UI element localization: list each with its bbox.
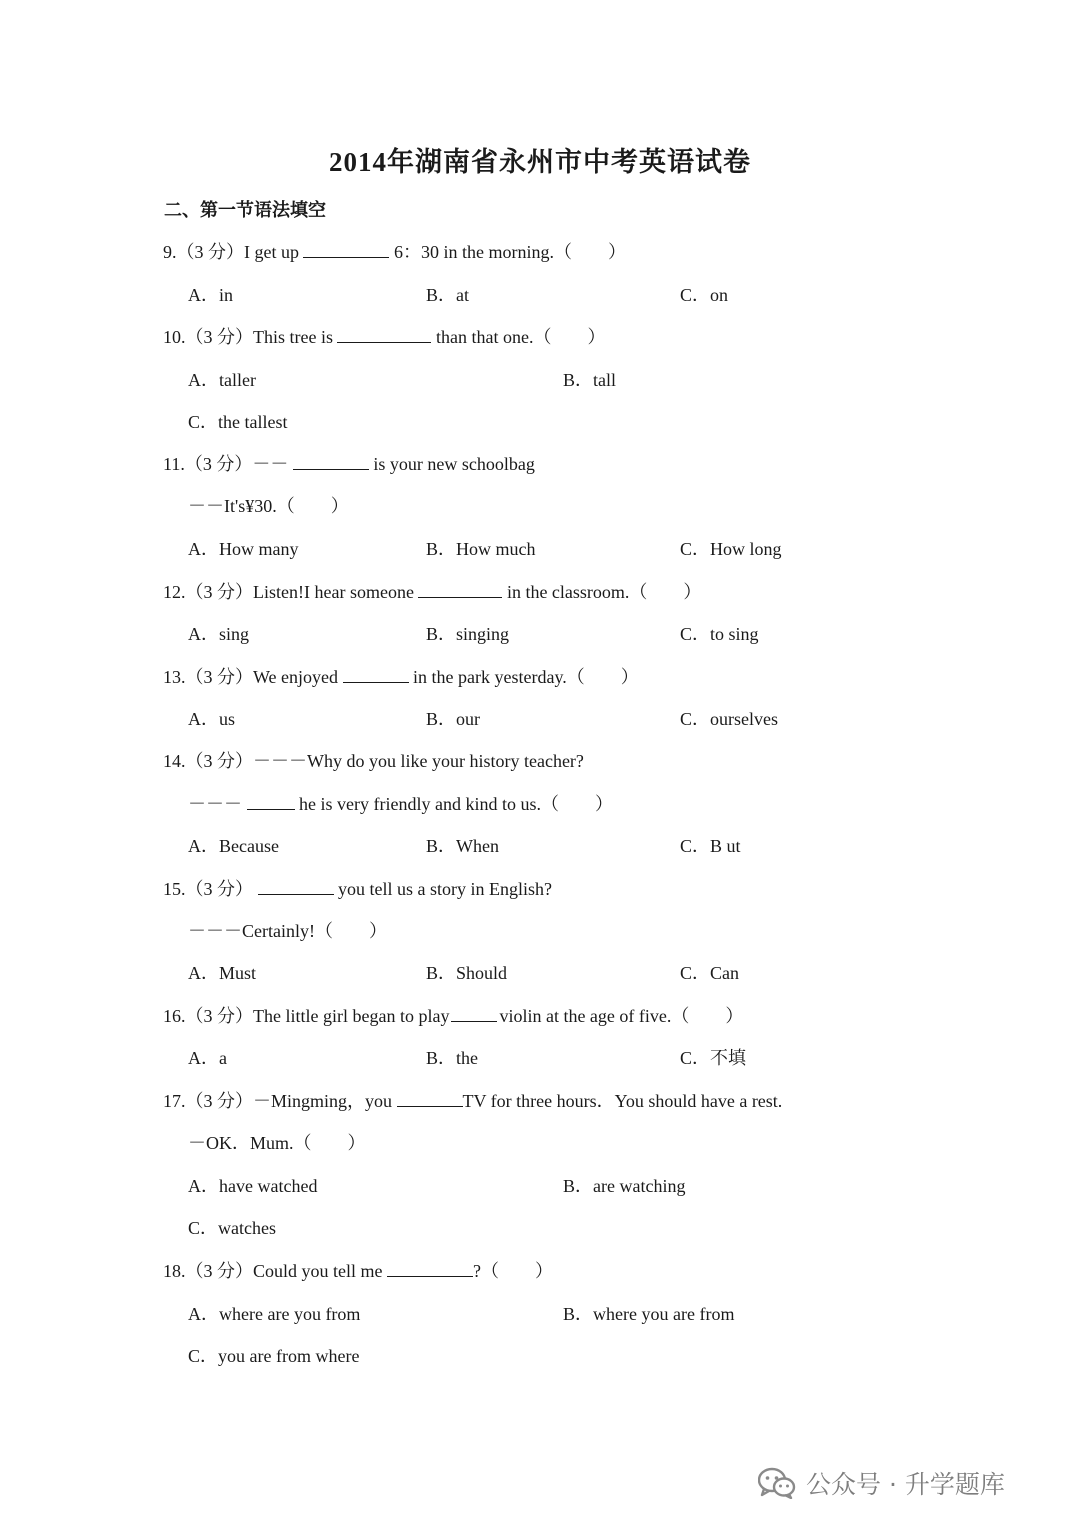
watermark-text: 公众号 · 升学题库 [806, 1470, 1005, 1499]
question-14-reply-tail: he is very friendly and kind to us.（ ） [299, 794, 613, 814]
exam-title: 2014年湖南省永州市中考英语试卷 [329, 147, 751, 177]
q16-option-b: B．the [426, 1048, 478, 1068]
answer-blank [258, 878, 334, 895]
question-14: 14.（3 分）－－－Why do you like your history teacher? [163, 751, 584, 771]
q13-option-a: A．us [188, 709, 236, 729]
question-11-stem: 11.（3 分）－－ [163, 454, 289, 474]
q17-option-a: A．have watched [188, 1176, 318, 1196]
dash-prefix: －－－ [188, 794, 242, 814]
q11-option-c: C．How long [680, 539, 782, 559]
answer-blank [247, 793, 295, 810]
q9-option-b: B．at [426, 285, 469, 305]
q18-option-b: B．where you are from [563, 1304, 735, 1324]
q15-option-a: A．Must [188, 963, 257, 983]
question-15-stem: 15.（3 分） [163, 879, 253, 899]
q10-option-a: A．taller [188, 370, 256, 390]
q9-option-c: C．on [680, 285, 729, 305]
answer-blank [303, 241, 389, 258]
answer-blank [343, 666, 409, 683]
q18-option-c: C．you are from where [188, 1346, 360, 1366]
q14-option-b: B．When [426, 836, 499, 856]
question-9-stem: 9.（3 分）I get up [163, 242, 299, 262]
q9-option-a: A．in [188, 285, 233, 305]
question-16 [163, 1004, 743, 1028]
question-9 [163, 240, 626, 264]
question-15 [163, 877, 552, 901]
question-9-tail: 6：30 in the morning.（ ） [393, 242, 626, 262]
q16-option-c: C．不填 [680, 1048, 747, 1068]
question-16-stem: 16.（3 分）The little girl began to play [163, 1006, 450, 1026]
q14-option-a: A．Because [188, 836, 279, 856]
question-12 [163, 580, 701, 604]
question-17-reply: －OK．Mum.（ ） [188, 1133, 366, 1153]
q11-option-a: A．How many [188, 539, 299, 559]
question-10 [163, 325, 605, 349]
q17-option-c: C．watches [188, 1218, 276, 1238]
question-17-stem: 17.（3 分）－Mingming，you [163, 1091, 393, 1111]
q18-option-a: A．where are you from [188, 1304, 361, 1324]
answer-blank [418, 581, 502, 598]
answer-blank [293, 453, 369, 470]
question-11 [163, 452, 535, 476]
question-11-tail: is your new schoolbag [373, 454, 535, 474]
q14-option-c: C．B ut [680, 836, 741, 856]
question-15-tail: you tell us a story in English? [338, 879, 552, 899]
answer-blank [387, 1260, 473, 1277]
section-heading: 二、第一节语法填空 [164, 200, 326, 220]
answer-blank [397, 1090, 463, 1107]
question-13 [163, 665, 639, 689]
question-15-reply: －－－Certainly!（ ） [188, 921, 387, 941]
question-10-tail: than that one.（ ） [435, 327, 606, 347]
q11-option-b: B．How much [426, 539, 536, 559]
q13-option-b: B．our [426, 709, 480, 729]
question-11-reply: －－It's¥30.（ ） [188, 496, 349, 516]
question-18-stem: 18.（3 分）Could you tell me [163, 1261, 383, 1281]
question-13-stem: 13.（3 分）We enjoyed [163, 667, 339, 687]
watermark [758, 1466, 1005, 1500]
q13-option-c: C．ourselves [680, 709, 778, 729]
q12-option-c: C．to sing [680, 624, 759, 644]
q17-option-b: B．are watching [563, 1176, 686, 1196]
answer-blank [337, 326, 431, 343]
q12-option-b: B．singing [426, 624, 510, 644]
q15-option-c: C．Can [680, 963, 740, 983]
question-17 [163, 1089, 782, 1113]
question-16-tail: violin at the age of five.（ ） [499, 1006, 744, 1026]
question-18 [163, 1259, 553, 1283]
q10-option-c: C．the tallest [188, 412, 288, 432]
q12-option-a: A．sing [188, 624, 250, 644]
question-17-tail: TV for three hours．You should have a rest. [462, 1091, 783, 1111]
q10-option-b: B．tall [563, 370, 616, 390]
q15-option-b: B．Should [426, 963, 508, 983]
wechat-icon [758, 1467, 796, 1499]
q16-option-a: A．a [188, 1048, 227, 1068]
answer-blank [451, 1005, 497, 1022]
question-13-tail: in the park yesterday.（ ） [413, 667, 639, 687]
question-12-tail: in the classroom.（ ） [506, 582, 702, 602]
question-10-stem: 10.（3 分）This tree is [163, 327, 333, 347]
question-18-tail: ?（ ） [473, 1261, 553, 1281]
question-14-reply [188, 792, 613, 816]
question-12-stem: 12.（3 分）Listen!I hear someone [163, 582, 414, 602]
